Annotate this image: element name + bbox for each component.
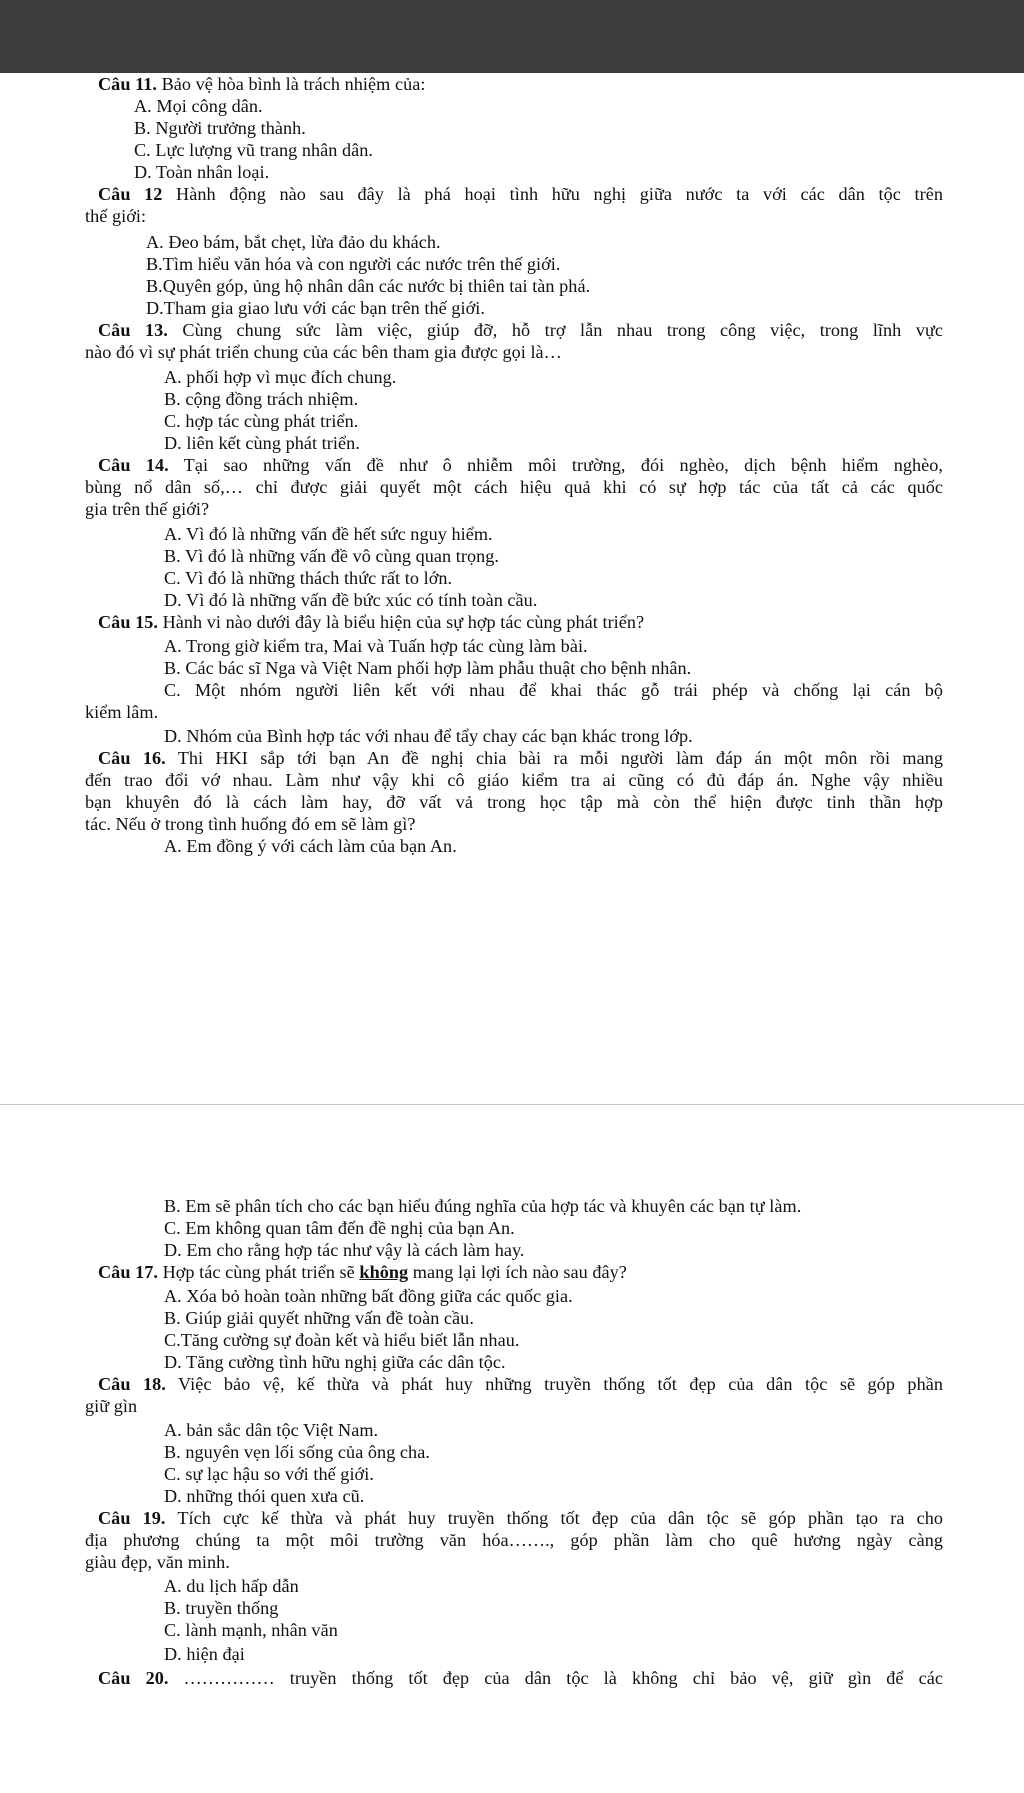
q17-option-a: A. Xóa bỏ hoàn toàn những bất đồng giữa các quốc gia. — [164, 1286, 573, 1306]
q16-option-c: C. Em không quan tâm đến đề nghị của bạn An. — [164, 1218, 515, 1238]
q12-option-d: D.Tham gia giao lưu với các bạn trên thế giới. — [146, 298, 485, 318]
question-19-cont: địa phương chúng ta một môi trường văn hóa……., góp phần làm cho quê hương ngày càng — [85, 1530, 943, 1550]
q12-option-a: A. Đeo bám, bắt chẹt, lừa đảo du khách. — [146, 232, 441, 252]
top-bar — [0, 0, 1024, 73]
question-18-cont: giữ gìn — [85, 1396, 138, 1416]
document-page-2 — [0, 1117, 1024, 1793]
question-14: Câu 14. Tại sao những vấn đề như ô nhiễm môi trường, đói nghèo, dịch bệnh hiểm nghèo, — [98, 455, 943, 475]
q16-option-d: D. Em cho rằng hợp tác như vậy là cách làm hay. — [164, 1240, 525, 1260]
question-16: Câu 16. Thi HKI sắp tới bạn An đề nghị chia bài ra mỗi người làm đáp án một môn rồi mang — [98, 748, 943, 768]
question-11: Câu 11. Bảo vệ hòa bình là trách nhiệm của: — [98, 74, 426, 94]
q15-option-a: A. Trong giờ kiểm tra, Mai và Tuấn hợp tác cùng làm bài. — [164, 636, 588, 656]
q18-option-d: D. những thói quen xưa cũ. — [164, 1486, 365, 1506]
q13-option-c: C. hợp tác cùng phát triển. — [164, 411, 359, 431]
question-16-cont: đến trao đổi vớ nhau. Làm như vậy khi cô giáo kiểm tra ai cũng có đủ đáp án. Nghe vậy nhiều — [85, 770, 943, 790]
page-break — [0, 1104, 1024, 1118]
q13-option-d: D. liên kết cùng phát triển. — [164, 433, 360, 453]
q14-option-b: B. Vì đó là những vấn đề vô cùng quan trọng. — [164, 546, 500, 566]
question-12-cont: thế giới: — [85, 206, 147, 226]
q15-option-b: B. Các bác sĩ Nga và Việt Nam phối hợp làm phẫu thuật cho bệnh nhân. — [164, 658, 692, 678]
q15-option-c: C. Một nhóm người liên kết với nhau để khai thác gỗ trái phép và chống lại cán bộ — [164, 680, 943, 700]
q15-option-d: D. Nhóm của Bình hợp tác với nhau để tẩy chay các bạn khác trong lớp. — [164, 726, 693, 746]
question-15: Câu 15. Hành vi nào dưới đây là biểu hiện của sự hợp tác cùng phát triển? — [98, 612, 645, 632]
q19-option-a: A. du lịch hấp dẫn — [164, 1576, 299, 1596]
q19-option-b: B. truyền thống — [164, 1598, 279, 1618]
q12-option-b2: B.Quyên góp, ủng hộ nhân dân các nước bị thiên tai tàn phá. — [146, 276, 591, 296]
q15-option-c-cont: kiểm lâm. — [85, 702, 159, 722]
q17-option-c: C.Tăng cường sự đoàn kết và hiểu biết lẫn nhau. — [164, 1330, 520, 1350]
q18-option-c: C. sự lạc hậu so với thế giới. — [164, 1464, 374, 1484]
question-14-cont: bùng nổ dân số,… chỉ được giải quyết một cách hiệu quả khi có sự hợp tác của tất cả các quốc — [85, 477, 943, 497]
q11-option-d: D. Toàn nhân loại. — [134, 162, 270, 182]
q14-option-c: C. Vì đó là những thách thức rất to lớn. — [164, 568, 453, 588]
q17-option-b: B. Giúp giải quyết những vấn đề toàn cầu. — [164, 1308, 474, 1328]
q19-option-c: C. lành mạnh, nhân văn — [164, 1620, 338, 1640]
question-16-cont3: tác. Nếu ở trong tình huống đó em sẽ làm gì? — [85, 814, 416, 834]
q14-option-a: A. Vì đó là những vấn đề hết sức nguy hiểm. — [164, 524, 493, 544]
question-14-cont2: gia trên thế giới? — [85, 499, 210, 519]
question-18: Câu 18. Việc bảo vệ, kế thừa và phát huy những truyền thống tốt đẹp của dân tộc sẽ góp phần — [98, 1374, 943, 1394]
q13-option-a: A. phối hợp vì mục đích chung. — [164, 367, 397, 387]
q18-option-b: B. nguyên vẹn lối sống của ông cha. — [164, 1442, 430, 1462]
q11-option-c: C. Lực lượng vũ trang nhân dân. — [134, 140, 373, 160]
q18-option-a: A. bản sắc dân tộc Việt Nam. — [164, 1420, 379, 1440]
question-19: Câu 19. Tích cực kế thừa và phát huy truyền thống tốt đẹp của dân tộc sẽ góp phần tạo ra cho — [98, 1508, 943, 1528]
q16-option-b: B. Em sẽ phân tích cho các bạn hiểu đúng nghĩa của hợp tác và khuyên các bạn tự làm. — [164, 1196, 802, 1216]
question-17: Câu 17. Hợp tác cùng phát triển sẽ không mang lại lợi ích nào sau đây? — [98, 1262, 627, 1282]
q19-option-d: D. hiện đại — [164, 1644, 245, 1664]
question-16-cont2: bạn khuyên đó là cách làm hay, đỡ vất vả trong học tập mà còn thể hiện được tinh thần hợp — [85, 792, 943, 812]
q11-option-b: B. Người trưởng thành. — [134, 118, 306, 138]
q16-option-a: A. Em đồng ý với cách làm của bạn An. — [164, 836, 457, 856]
q12-option-b: B.Tìm hiểu văn hóa và con người các nước trên thế giới. — [146, 254, 561, 274]
q17-option-d: D. Tăng cường tình hữu nghị giữa các dân tộc. — [164, 1352, 506, 1372]
question-12: Câu 12 Hành động nào sau đây là phá hoại tình hữu nghị giữa nước ta với các dân tộc trên — [98, 184, 943, 204]
q14-option-d: D. Vì đó là những vấn đề bức xúc có tính toàn cầu. — [164, 590, 538, 610]
question-19-cont2: giàu đẹp, văn minh. — [85, 1552, 230, 1572]
q11-option-a: A. Mọi công dân. — [134, 96, 263, 116]
document-page-1 — [0, 73, 1024, 1104]
question-13-cont: nào đó vì sự phát triển chung của các bên tham gia được gọi là… — [85, 342, 562, 362]
question-20: Câu 20. …………… truyền thống tốt đẹp của dân tộc là không chỉ bảo vệ, giữ gìn để các — [98, 1668, 943, 1688]
q13-option-b: B. cộng đồng trách nhiệm. — [164, 389, 359, 409]
question-13: Câu 13. Cùng chung sức làm việc, giúp đỡ, hỗ trợ lẫn nhau trong công việc, trong lĩnh vực — [98, 320, 943, 340]
